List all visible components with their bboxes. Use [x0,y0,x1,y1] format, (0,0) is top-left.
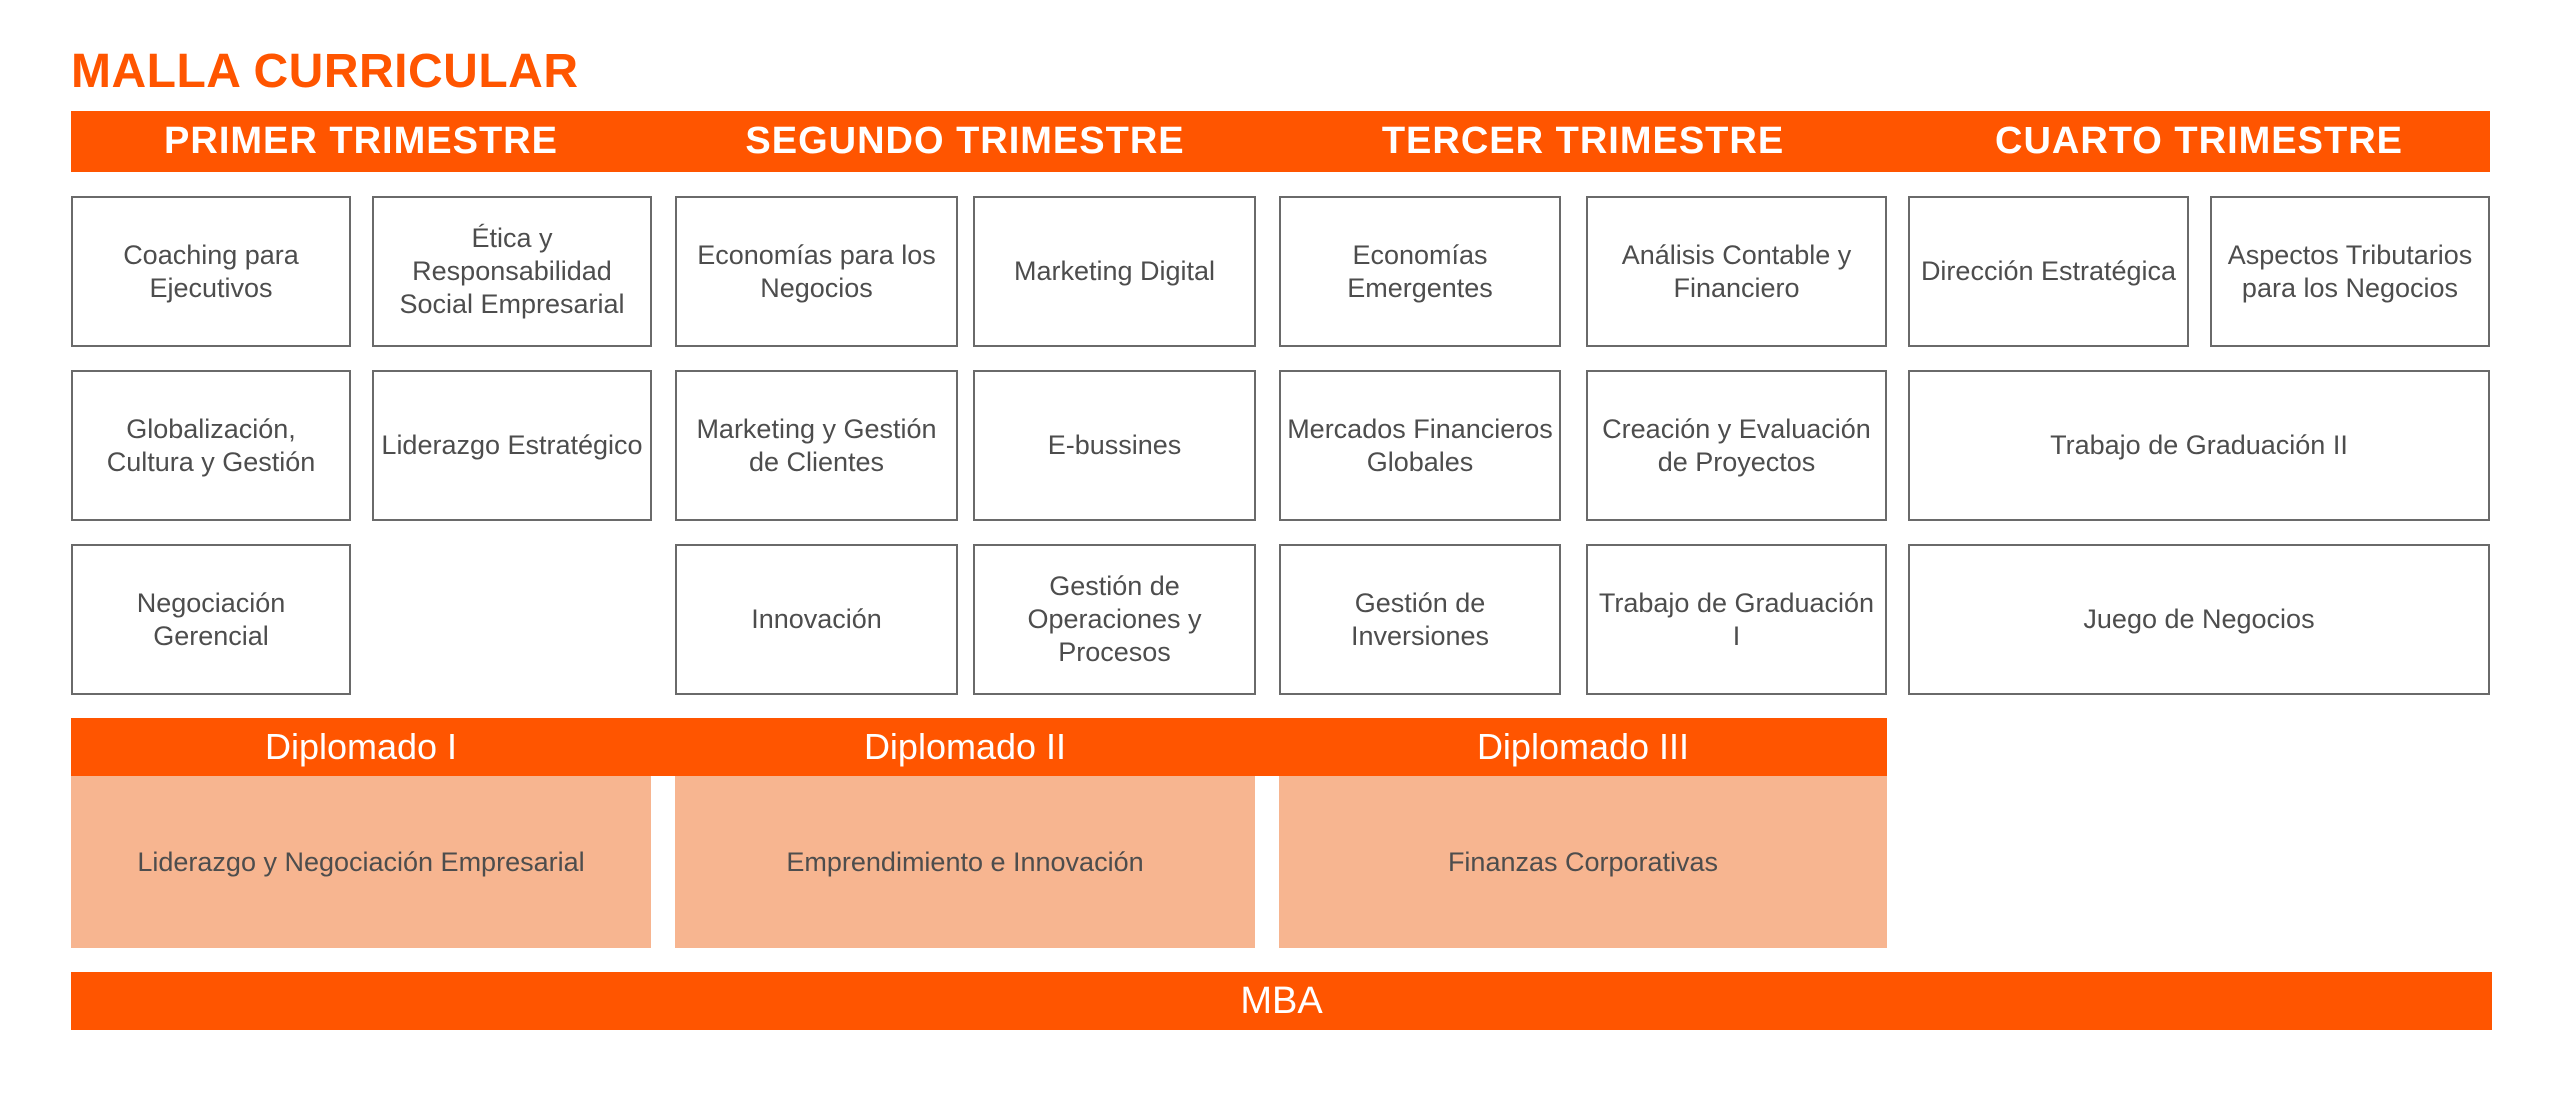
course-label: Creación y Evaluación de Proyectos [1602,413,1871,477]
diploma-subject [71,776,651,948]
course-label: Liderazgo Estratégico [381,430,643,460]
course-label: Marketing y Gestión de Clientes [696,413,937,477]
course-box [1908,196,2189,347]
course-box [71,196,351,347]
course-box [1279,544,1561,695]
diploma-subject-label: Finanzas Corporativas [1447,846,1719,877]
course-box [1586,196,1887,347]
diploma-subject [675,776,1255,948]
course-box [1586,544,1887,695]
course-box [1279,196,1561,347]
course-box [1908,370,2490,521]
diploma-subject [1279,776,1887,948]
diploma-title: Diplomado III [1279,718,1887,776]
course-label: Economías Emergentes [1347,239,1493,303]
course-box [1279,370,1561,521]
course-box [71,370,351,521]
diploma-subject-label: Emprendimiento e Innovación [786,846,1144,877]
diploma-title: Diplomado I [71,718,651,776]
quarter-title-3: TERCER TRIMESTRE [1381,120,1785,162]
course-label: Juego de Negocios [2083,604,2315,634]
diploma-title-gap [1255,718,1279,776]
course-box [372,370,652,521]
course-label: Ética y Responsabilidad Social Empresarial [399,223,625,319]
course-label: Globalización, Cultura y Gestión [106,413,316,477]
course-box [675,370,958,521]
quarter-title-4: CUARTO TRIMESTRE [1995,120,2403,162]
course-label: E-bussines [1047,430,1182,460]
course-label: Marketing Digital [1013,256,1216,286]
course-box [675,544,958,695]
quarter-title-1: PRIMER TRIMESTRE [164,120,558,162]
diploma-subject-label: Liderazgo y Negociación Empresarial [137,846,585,877]
course-label: Economías para los Negocios [697,239,936,303]
course-label: Análisis Contable y Financiero [1621,239,1852,303]
program-banner: MBA [71,972,2492,1030]
course-box [1908,544,2490,695]
course-label: Dirección Estratégica [1920,256,2177,286]
course-label: Gestión de Inversiones [1350,587,1490,651]
quarter-title-2: SEGUNDO TRIMESTRE [745,120,1185,162]
course-box [2210,196,2490,347]
diploma-title-gap [651,718,675,776]
course-label: Trabajo de Graduación I [1598,587,1875,651]
course-label: Innovación [751,604,882,634]
course-box [1586,370,1887,521]
course-label: Gestión de Operaciones y Procesos [1027,571,1202,667]
course-label: Coaching para Ejecutivos [123,239,299,303]
page-title: MALLA CURRICULAR [71,45,579,98]
course-box [71,544,351,695]
course-label: Mercados Financieros Globales [1287,413,1553,477]
course-box [973,544,1256,695]
course-box [973,196,1256,347]
course-box [973,370,1256,521]
course-label: Trabajo de Graduación II [2050,430,2348,460]
course-label: Aspectos Tributarios para los Negocios [2227,239,2473,303]
diploma-title: Diplomado II [675,718,1255,776]
course-label: Negociación Gerencial [136,587,286,651]
course-box [372,196,652,347]
course-box [675,196,958,347]
